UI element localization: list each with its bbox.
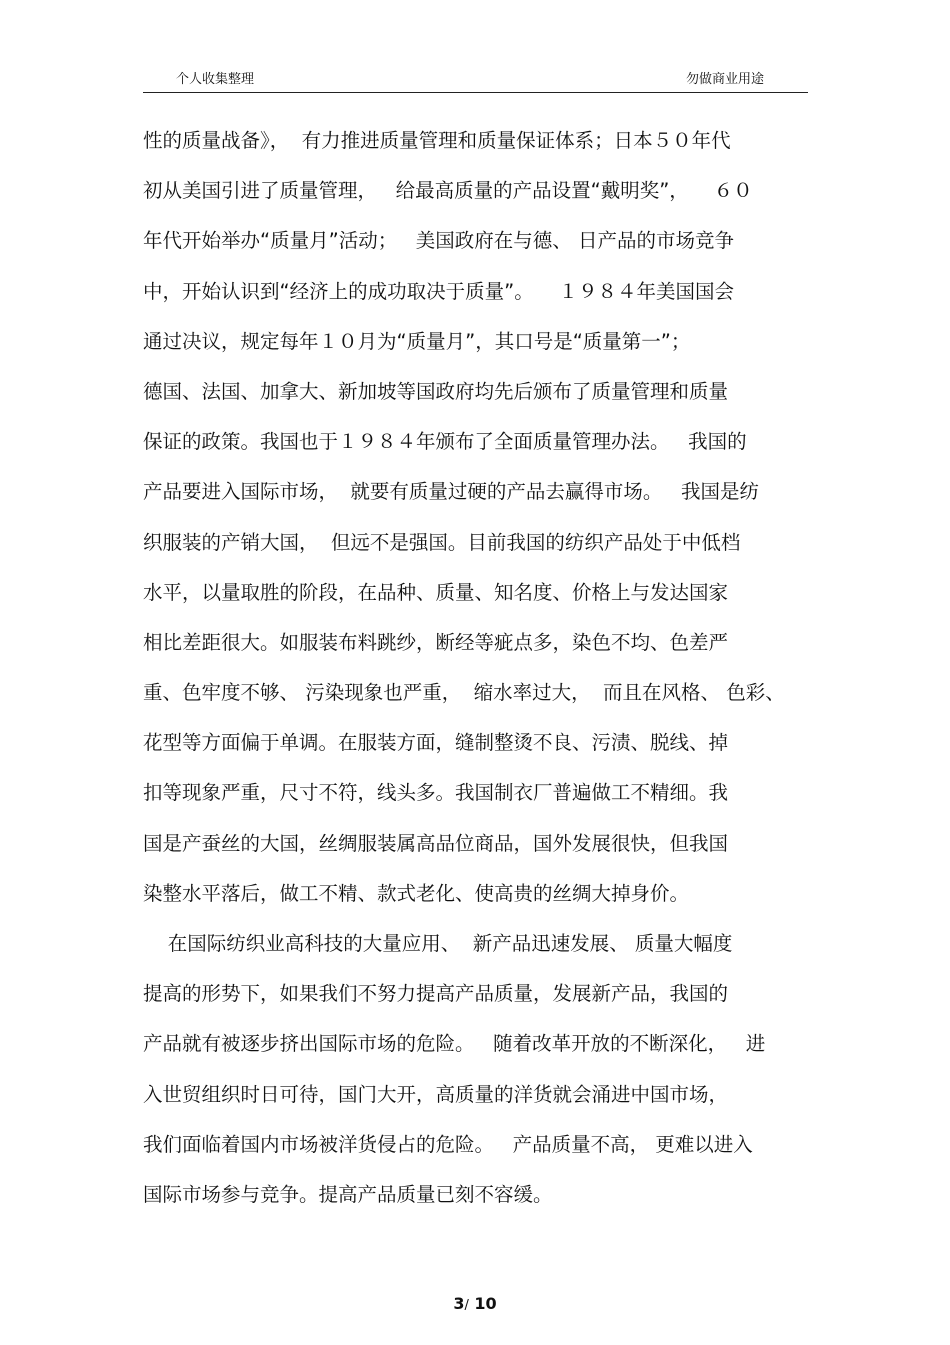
text-line: 国际市场参与竞争。提高产品质量已刻不容缓。 xyxy=(143,1182,553,1206)
text-line: 相比差距很大。如服装布料跳纱，断经等疵点多，染色不均、色差严 xyxy=(143,630,729,654)
text-line: 提高的形势下，如果我们不努力提高产品质量，发展新产品，我国的 xyxy=(143,982,729,1006)
text-line: 重、色牢度不够、 污染现象也严重， 缩水率过大， 而且在风格、 色彩、 xyxy=(143,681,785,705)
text-line: 初从美国引进了质量管理， 给最高质量的产品设置“戴明奖”， ６０ xyxy=(143,179,753,203)
current-page: 3 xyxy=(453,1294,465,1313)
text-line: 在国际纺织业高科技的大量应用、 新产品迅速发展、 质量大幅度 xyxy=(143,932,733,955)
text-line: 水平，以量取胜的阶段，在品种、质量、知名度、价格上与发达国家 xyxy=(143,580,729,604)
page-separator: / xyxy=(464,1298,469,1313)
text-line: 性的质量战备》， 有力推进质量管理和质量保证体系；日本５０年代 xyxy=(143,129,731,152)
text-line: 国是产蚕丝的大国，丝绸服装属高品位商品，国外发展很快，但我国 xyxy=(143,831,729,855)
header-right-text: 勿做商业用途 xyxy=(685,72,764,87)
text-line: 我们面临着国内市场被洋货侵占的危险。 产品质量不高， 更难以进入 xyxy=(143,1132,753,1156)
text-line: 扣等现象严重，尺寸不符，线头多。我国制衣厂普遍做工不精细。我 xyxy=(143,781,729,805)
text-line: 入世贸组织时日可待，国门大开，高质量的洋货就会涌进中国市场， xyxy=(143,1082,729,1106)
text-line: 织服装的产销大国， 但远不是强国。目前我国的纺织产品处于中低档 xyxy=(143,530,741,554)
text-line: 产品就有被逐步挤出国际市场的危险。 随着改革开放的不断深化， 进 xyxy=(143,1032,766,1056)
text-line: 德国、法国、加拿大、新加坡等国政府均先后颁布了质量管理和质量 xyxy=(143,379,729,403)
text-line: 中，开始认识到“经济上的成功取决于质量”。 １９８４年美国国会 xyxy=(143,279,734,303)
text-line: 保证的政策。我国也于１９８４年颁布了全面质量管理办法。 我国的 xyxy=(143,430,747,454)
text-line: 染整水平落后，做工不精、款式老化、使高贵的丝绸大掉身价。 xyxy=(143,881,690,905)
header-left-text: 个人收集整理 xyxy=(176,72,255,87)
text-line: 年代开始举办“质量月”活动； 美国政府在与德、 日产品的市场竞争 xyxy=(143,229,734,253)
text-line: 花型等方面偏于单调。在服装方面，缝制整烫不良、污渍、脱线、掉 xyxy=(143,731,729,755)
total-pages: 10 xyxy=(474,1294,497,1313)
body-text xyxy=(143,122,813,1226)
page-header xyxy=(143,66,808,93)
text-line: 产品要进入国际市场， 就要有质量过硬的产品去赢得市场。 我国是纺 xyxy=(143,480,759,504)
page-number xyxy=(0,1294,950,1313)
text-line: 通过决议，规定每年１０月为“质量月”，其口号是“质量第一”； xyxy=(143,329,691,353)
